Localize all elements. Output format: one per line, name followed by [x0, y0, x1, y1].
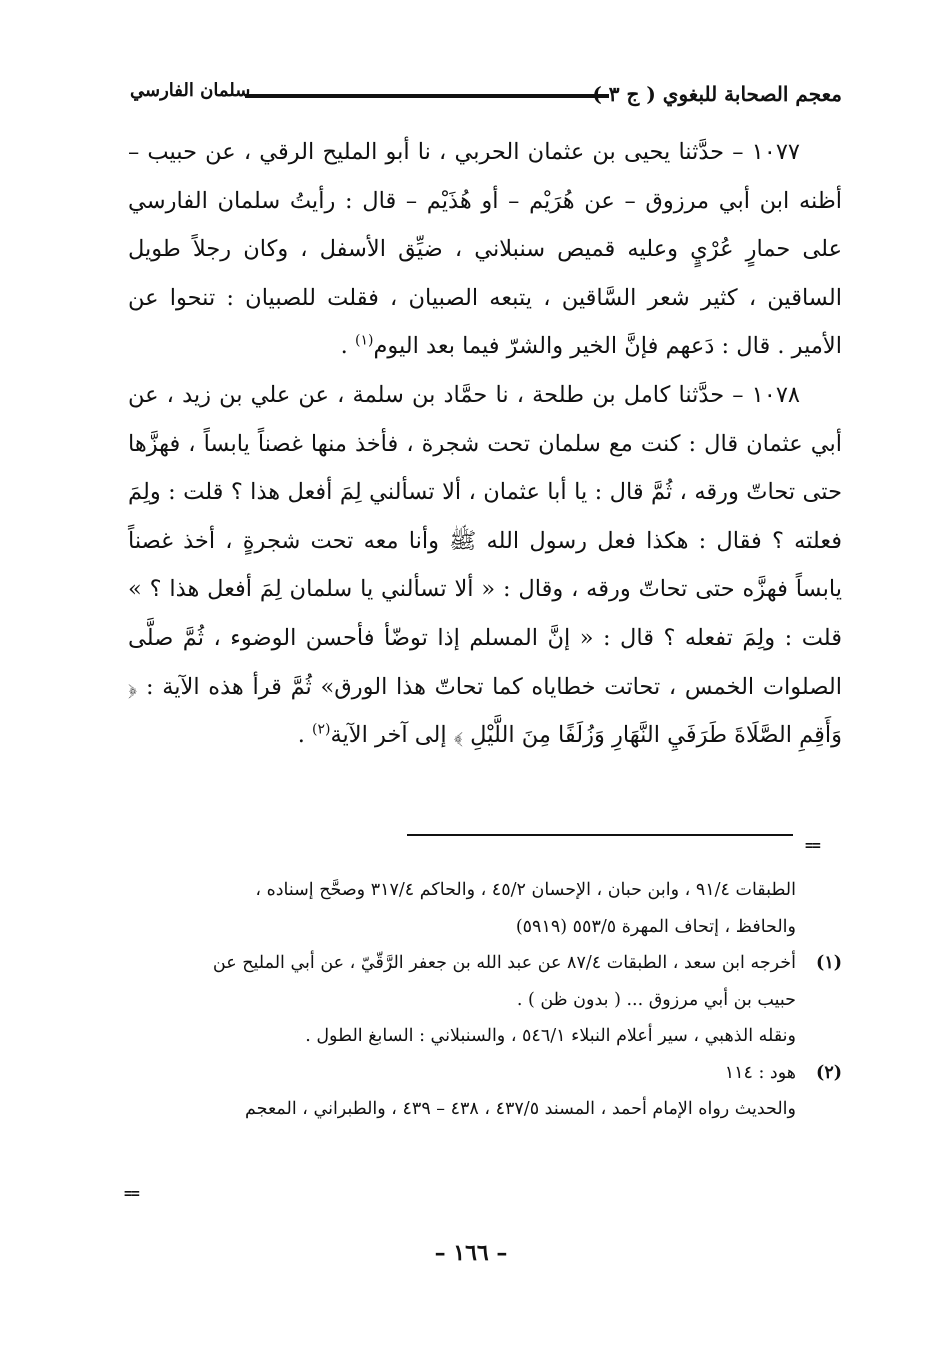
hadith-1078-end: . [297, 722, 313, 749]
footnote-1 [118, 945, 842, 982]
footnote-1-line-2: حبيب بن أبي مرزوق ... ( بدون ظن ) . [516, 989, 796, 1010]
hadith-1078-text: ١٠٧٨ – حدَّثنا كامل بن طلحة ، نا حمَّاد بن سلمة ، عن علي بن زيد ، عن أبي عثمان قال : كنت مع سلمان تحت شجرة ، فأخذ منها غصناً يابساً ، فهزَّها حتى تحاتّ ورقه ، ثُمَّ قال : يا أبا عثمان ، ألا تسألني لِمَ أفعل هذا ؟ قلت : ولِمَ فعلته ؟ فقال : هكذا فعل رسول الله ﷺ وأنا معه تحت شجرةٍ ، أخذ غصناً يابساً فهزَّه حتى تحاتّ ورقه ، وقال : « ألا تسألني يا سلمان لِمَ أفعل هذا ؟ » قلت : ولِمَ تفعله ؟ قال : « إنَّ المسلم إذا توضّأ فأحسن الوضوء ، ثُمَّ صلَّى الصلوات الخمس ، تحاتت خطاياه كما تحاتّ هذا الورق» ثُمَّ قرأ هذه الآية : ﴿ وَأَقِمِ الصَّلَاةَ طَرَفَيِ النَّهَارِ وَزُلَفًا مِنَ اللَّيْلِ ﴾ إلى آخر الآية [128, 381, 842, 749]
page-header [130, 74, 842, 114]
footnote-carry-line-2: والحافظ ، إتحاف المهرة ٥٥٣/٥ (٥٩١٩) [515, 916, 796, 937]
footnote-2-number: (٢) [816, 1062, 842, 1083]
hadith-1077-text: ١٠٧٧ – حدَّثنا يحيى بن عثمان الحربي ، نا أبو المليح الرقي ، عن حبيب – أظنه ابن أبي مرزوق – عن هُرَيْم – أو هُذَيْم – قال : رأيتُ سلمان الفارسي على حمارٍ عُرْيٍ وعليه قميص سنبلاني ، ضيِّق الأسفل ، وكان رجلاً طويل الساقين ، كثير شعر السَّاقين ، يتبعه الصبيان ، فقلت للصبيان : تنحوا عن الأمير . قال : دَعهم فإنَّ الخير والشرّ فيما بعد اليوم [128, 139, 842, 360]
footnote-continuation-mark: == [124, 1186, 139, 1202]
footnote-carry-line-1: الطبقات ٩١/٤ ، وابن حبان ، الإحسان ٤٥/٢ ، والحاكم ٣١٧/٤ وصحَّح إسناده ، [255, 880, 796, 900]
footnote-1-line-1: أخرجه ابن سعد ، الطبقات ٨٧/٤ عن عبد الله بن جعفر الرَّقّيّ ، عن أبي المليح عن [212, 953, 796, 973]
section-name: سلمان الفارسي [130, 80, 251, 101]
footnote-1-number: (١) [816, 953, 842, 973]
footnote-ref-2: (٢) [312, 721, 331, 738]
page-number: – ١٦٦ – [434, 1240, 508, 1266]
footnote-separator [407, 834, 793, 836]
footnote-ref-1: (١) [354, 332, 374, 349]
footnote-2 [118, 1055, 842, 1092]
hadith-1077 [128, 128, 842, 371]
footnotes [118, 872, 842, 1128]
book-title: معجم الصحابة للبغوي ( ج ٣ [608, 82, 842, 106]
footnote-separator-mark: == [805, 838, 820, 854]
footnote-1-line-3: ونقله الذهبي ، سير أعلام النبلاء ٥٤٦/١ ، والسنبلاني : السابغ الطول . [305, 1026, 796, 1046]
hadith-1078 [128, 371, 842, 760]
footnote-2-line-1: هود : ١١٤ [724, 1062, 796, 1083]
main-text [128, 128, 842, 760]
header-rule [245, 94, 609, 98]
footnote-2-line-2: والحديث رواه الإمام أحمد ، المسند ٤٣٧/٥ ، ٤٣٨ – ٤٣٩ ، والطبراني ، المعجم [245, 1099, 796, 1119]
hadith-1077-end: . [340, 333, 355, 360]
